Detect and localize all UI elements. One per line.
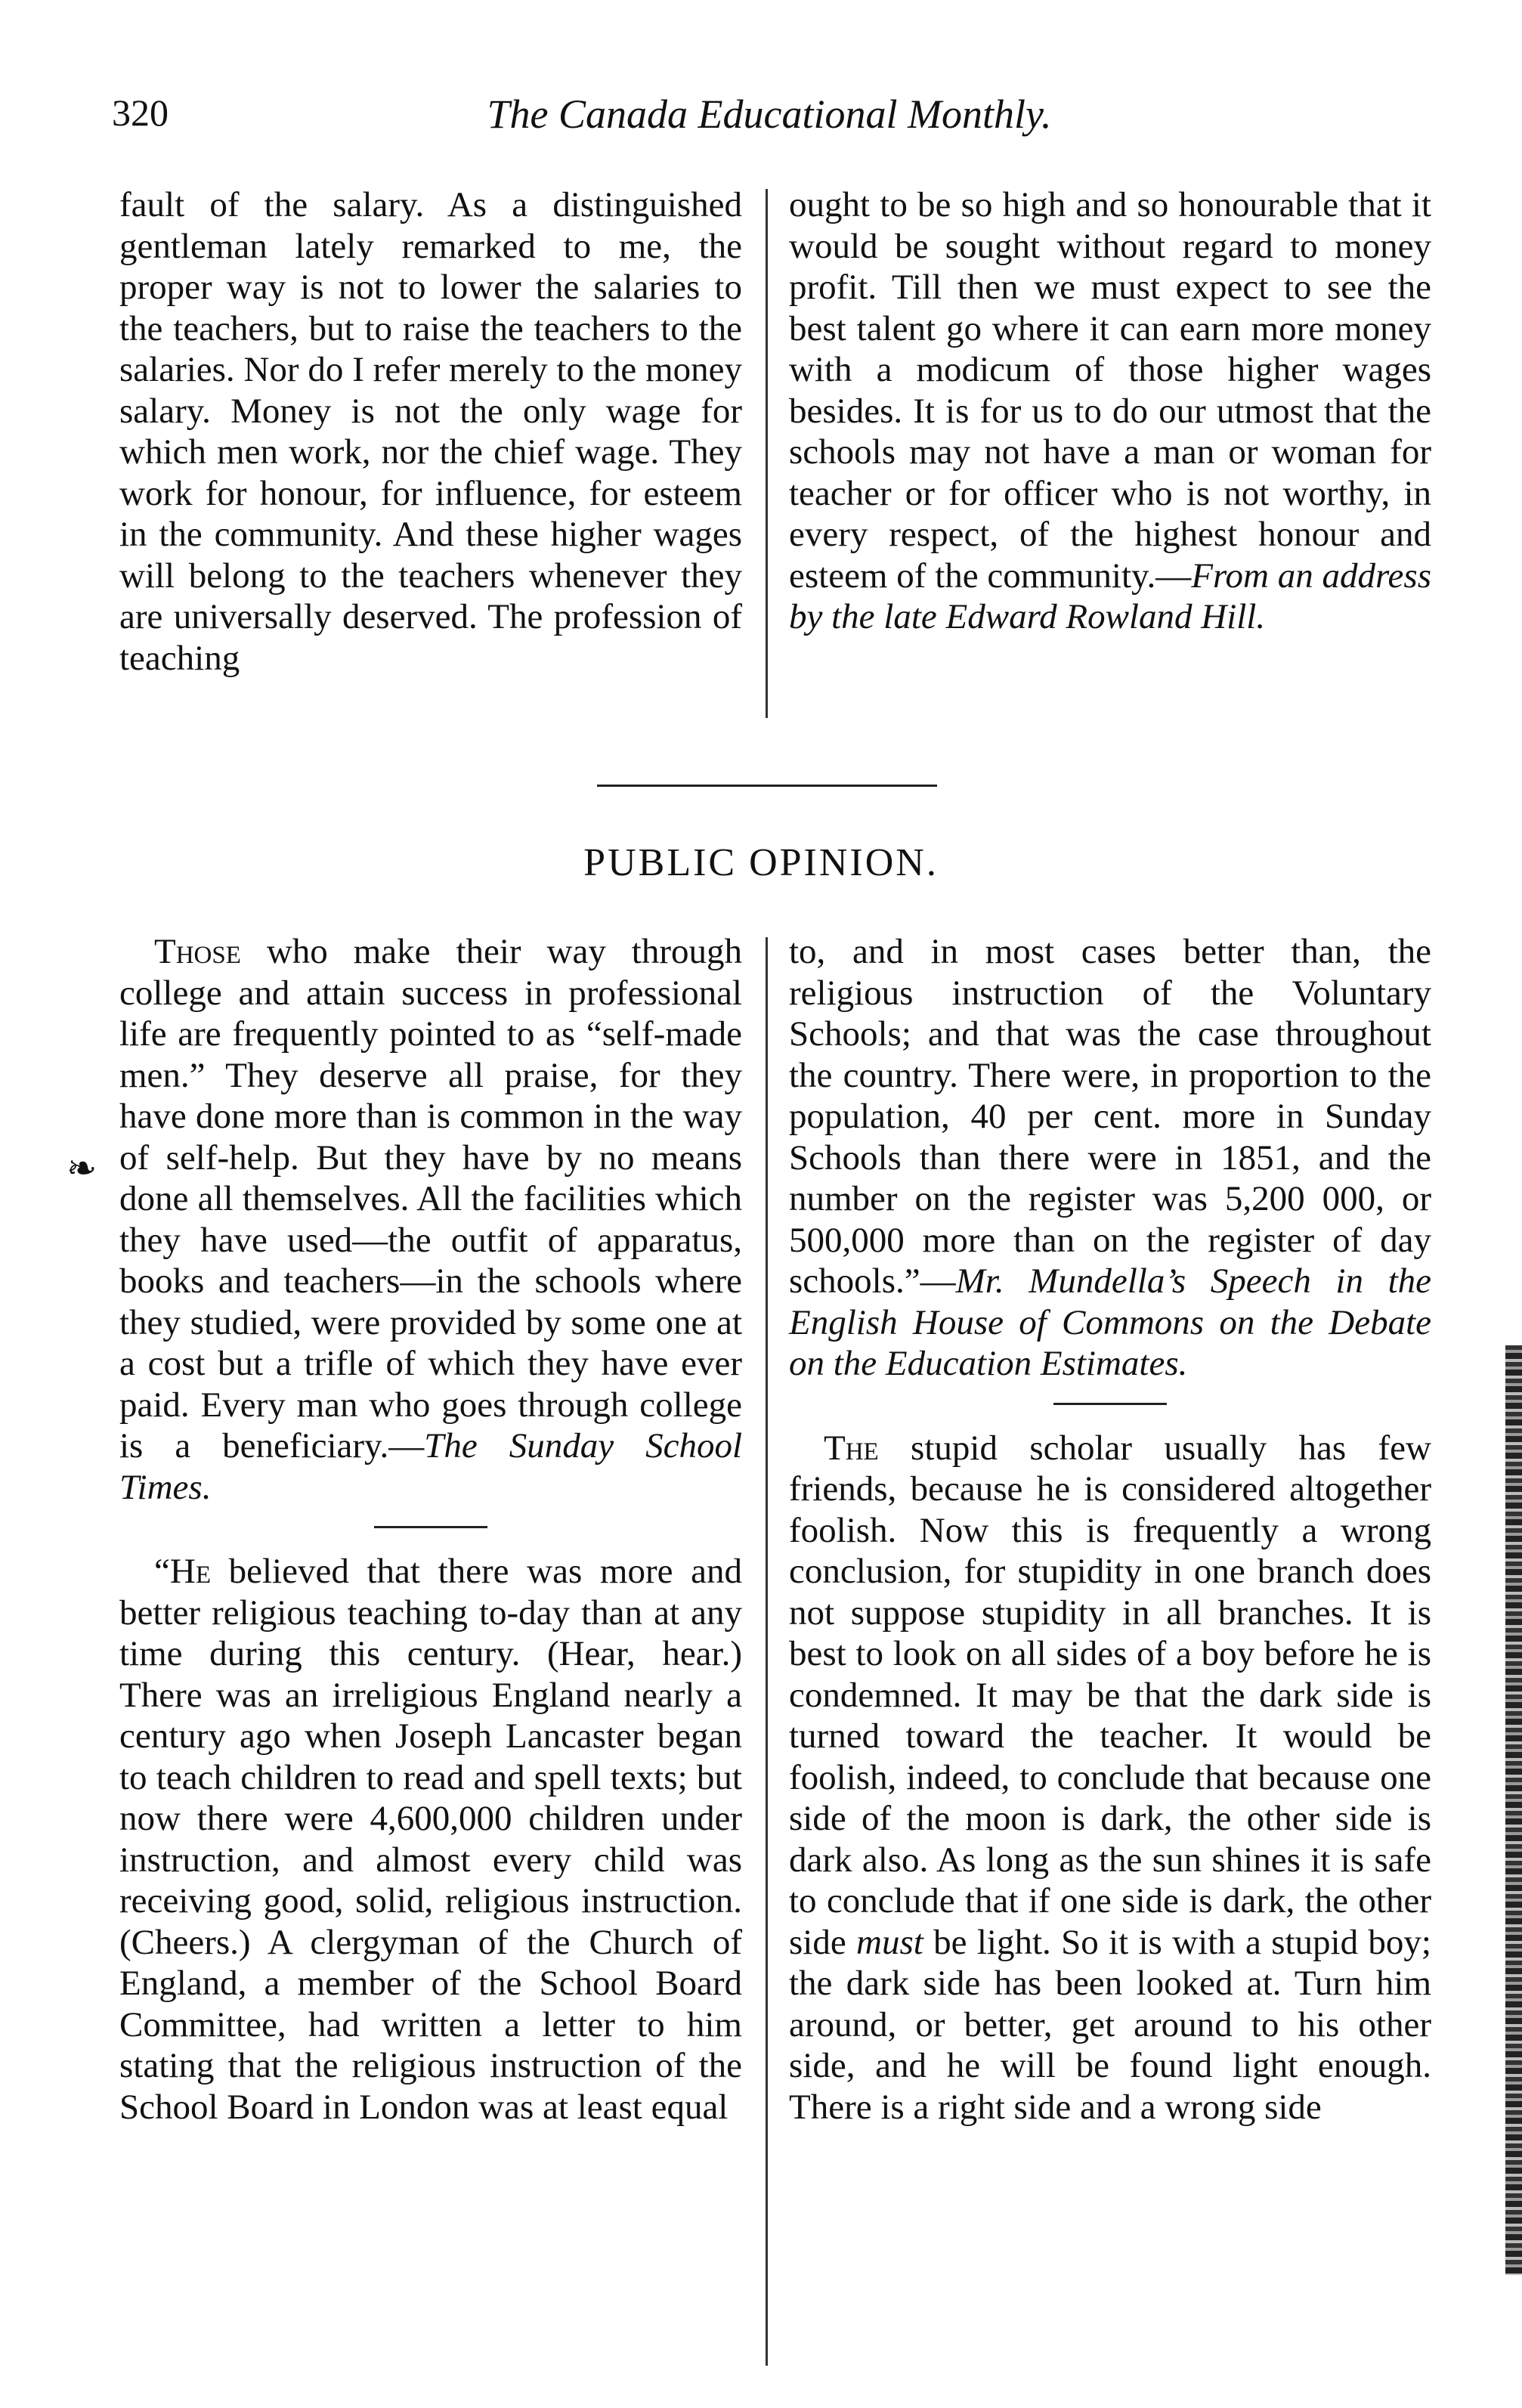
page-number: 320 (112, 91, 169, 134)
top-left-paragraph: fault of the salary. As a distinguished gentleman lately remarked to me, the proper way is not to lower the salaries to the teachers, but to raise the teachers to the salaries. Nor do I refer merely to the money salary. Money is not the only wage for which men work, nor the chief wage. They work for honour, for influence, for esteem in the community. And these higher wages will belong to the teachers whenever they are universally deserved. The profession of teaching (119, 185, 742, 678)
margin-mark: ❧ (67, 1149, 97, 1189)
stupid-scholar-text-1: stupid scholar usually has few friends, because he is considered altogether foolish. Now this is frequently a wrong conclusion, for stupidity in one branch does not suppose stupidity in all branches. It is best to look on all sides of a boy before he is condemned. It may be that the dark side is turned toward the teacher. It would be foolish, indeed, to conclude that because one side of the moon is dark, the other side is dark also. As long as the sun shines it is safe to conclude that if one side is dark, the other side (789, 1428, 1431, 1962)
stupid-scholar-text-2: be light. So it is with a stupid boy; the dark side has been looked at. Turn him around, or better, get around to his other side, and he will be found light enough. There is a right side and a wrong side (789, 1922, 1431, 2127)
article-separator (1053, 1403, 1167, 1405)
bottom-left-column (119, 931, 742, 2128)
section-rule (597, 785, 937, 787)
top-right-column (789, 184, 1431, 638)
mundella-lead: He (169, 1552, 211, 1591)
mundella-text-right: to, and in most cases better than, the religious instruction of the Voluntary Schools; and that was the case throughout the country. There were, in proportion to the population, 40 per cent. more in Sunday Schools than there were in 1851, and the number on the register was 5,200 000, or 500,000 more than on the register of day schools.”— (789, 932, 1431, 1301)
stupid-scholar-article (789, 1428, 1431, 2128)
column-divider-top (766, 189, 768, 718)
stupid-scholar-emphasis: must (856, 1922, 923, 1962)
section-title: PUBLIC OPINION. (583, 841, 939, 884)
self-made-text: who make their way through college and attain success in professional life are frequently pointed to as “self-made men.” They deserve all praise, for they have done more than is common in the way of self-help. But they have by no means done all themselves. All the facilities which they have used—the outfit of apparatus, books and teachers—in the schools where they studied, were provided by some one at a cost but a trifle of which they have ever paid. Every man who goes through college is a beneficiary.— (119, 932, 742, 1466)
bottom-right-column (789, 931, 1431, 2128)
mundella-open-quote: “ (154, 1552, 170, 1591)
page-header (112, 91, 1427, 159)
mundella-citation: Mr. Mundella’s Speech in the English House of Commons on the Debate on the Education Estimates. (789, 1261, 1431, 1383)
self-made-lead: Those (154, 932, 241, 971)
article-separator (374, 1526, 487, 1528)
top-right-paragraph (789, 184, 1431, 638)
top-right-text: ought to be so high and so honourable that it would be sought without regard to money profit. Till then we must expect to see the best talent go where it can earn more money with a modicum of those higher wages besides. It is for us to do our utmost that the schools may not have a man or woman for teacher or for officer who is not worthy, in every respect, of the highest honour and esteem of the community.— (789, 185, 1431, 596)
page-edge-strip (1505, 1345, 1522, 2275)
stupid-scholar-lead: The (824, 1428, 879, 1468)
running-title: The Canada Educational Monthly. (487, 91, 1052, 137)
self-made-citation: The Sunday School Times. (119, 1426, 742, 1507)
top-left-column (119, 184, 742, 679)
column-divider-bottom (766, 937, 768, 2366)
self-made-article (119, 931, 742, 1508)
mundella-article (119, 1551, 742, 2128)
mundella-text-left: believed that there was more and better religious teaching to-day than at any time during this century. (Hear, hear.) There was an irreligious England nearly a century ago when Joseph Lancaster began to teach children to read and spell texts; but now there were 4,600,000 children under instruction, and almost every child was receiving good, solid, religious instruction. (Cheers.) A clergyman of the Church of England, a member of the School Board Committee, had written a letter to him stating that the religious instruction of the School Board in London was at least equal (119, 1552, 742, 2127)
mundella-continued (789, 931, 1431, 1385)
hill-citation: From an address by the late Edward Rowland Hill. (789, 556, 1432, 636)
